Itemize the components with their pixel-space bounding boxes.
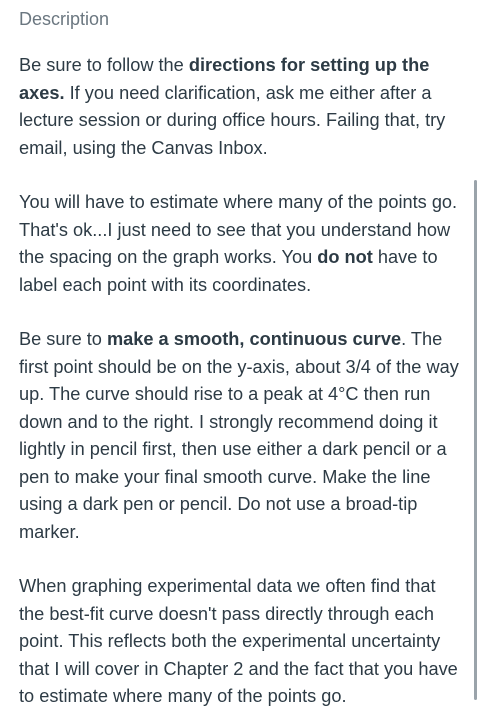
paragraph-text: Be sure to [19,329,107,349]
scrollbar[interactable] [474,180,477,700]
emphasis-text: directions for setting up the axes. [19,55,430,103]
paragraph-estimate-points [19,189,459,299]
paragraph-best-fit [19,573,459,711]
paragraph-smooth-curve [19,326,459,546]
section-title: Description [19,9,110,29]
paragraph-text: When graphing experimental data we often find that the best-fit curve doesn't pass directly through each point. This reflects both the experimental uncertainty that I will cover in Chapter 2 and the fact that you have to estimate where many of the points go. [19,576,458,706]
paragraph-text: You will have to estimate where many of the points go. That's ok...I just need to see that you understand how the spacing on the graph works. You [19,192,458,267]
emphasis-text: do not [317,247,373,267]
emphasis-text: make a smooth, continuous curve [106,329,402,349]
paragraph-text: have to label each point with its coordinates. [19,247,438,295]
paragraph-axes-directions [19,52,459,162]
paragraph-text: If you need clarification, ask me either after a lecture session or during office hours. Failing that, try email, using the Canvas Inbox. [19,82,446,158]
paragraph-text: Be sure to follow the [19,55,189,75]
paragraph-text: . The first point should be on the y-axis, about 3/4 of the way up. The curve should rise to a peak at 4°C then run down and to the right. I strongly recommend doing it lightly in pencil first, then use either a dark pencil or a pen to make your final smooth curve. Make the line using a dark pen or pencil. Do not use a broad-tip marker. [19,329,459,542]
